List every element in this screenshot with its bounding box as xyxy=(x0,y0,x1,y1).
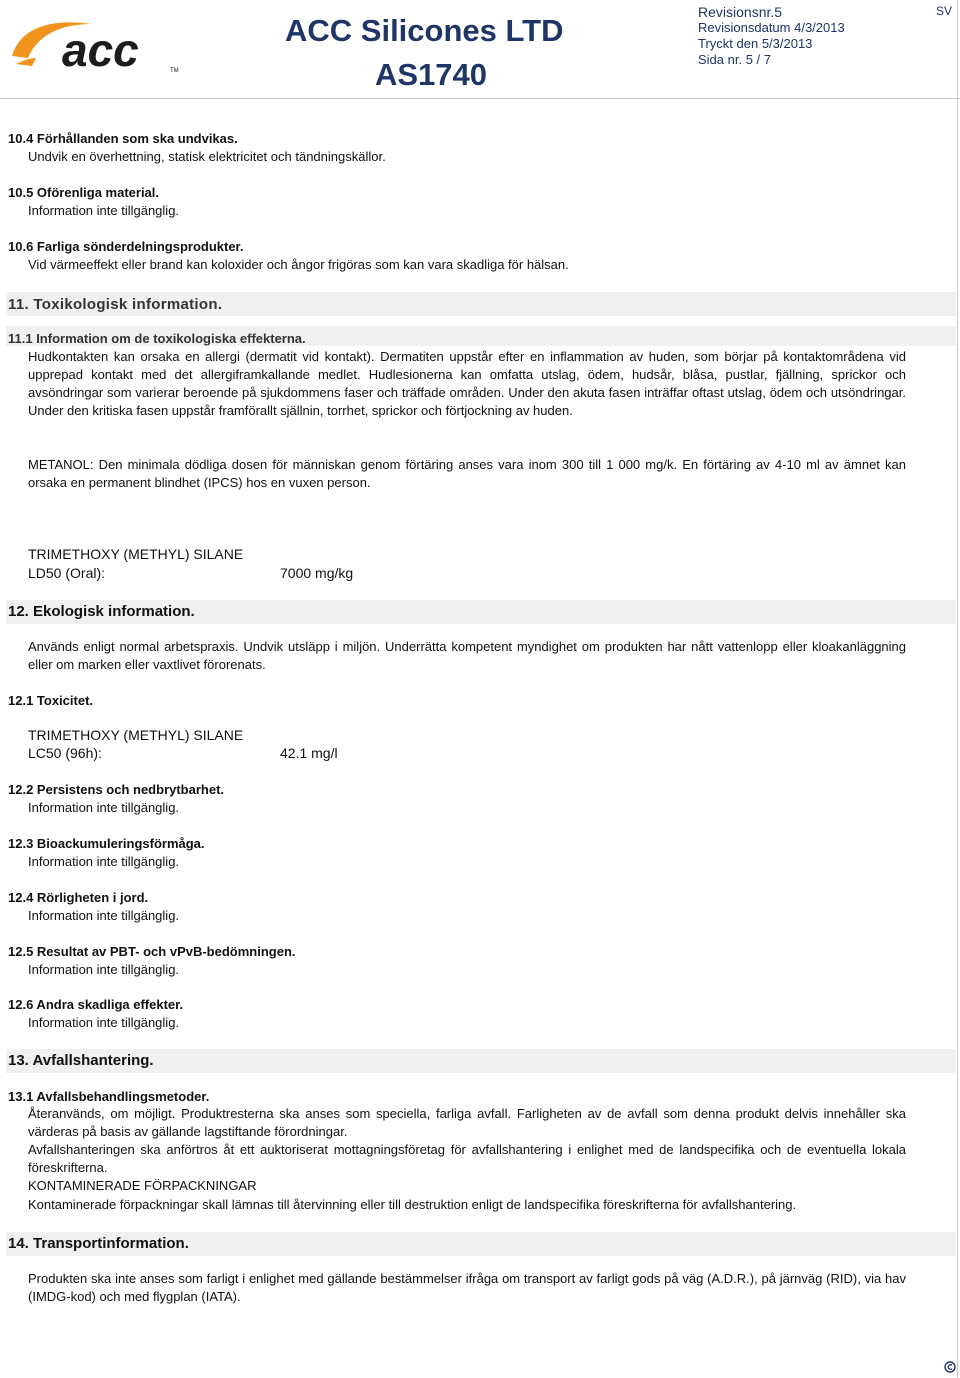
print-date: Tryckt den 5/3/2013 xyxy=(698,36,813,51)
paragraph-13-1a: Återanvänds, om möjligt. Produktresterna ska anses som speciella, farliga avfall. Farligheten av de avfall som denna produkt delvis innehåller ska värderas på basis av gällande lagstiftande förordningar. xyxy=(28,1106,906,1139)
paragraph-13-1d: Kontaminerade förpackningar skall lämnas till återvinning eller till destruktion enligt de landspecifika föreskrifterna för avfallshantering. xyxy=(28,1197,797,1212)
section-title-12: 12. Ekologisk information. xyxy=(8,603,195,620)
heading-11-1: 11.1 Information om de toxikologiska effekterna. xyxy=(8,331,306,346)
heading-12-1: 12.1 Toxicitet. xyxy=(8,693,94,708)
revision-date: Revisionsdatum 4/3/2013 xyxy=(698,20,845,35)
paragraph-11-1: Hudkontakten kan orsaka en allergi (dermatit vid kontakt). Dermatiten uppstår efter en inflammation av huden, som börjar på kontaktområdena vid upprepad kontakt med det allergiframkallande medlet. Hudlesionerna kan omfatta utslag, ödem, hudsår, blåsa, pustlar, fjällning, sprickor och avsöndringar som varierar beroende på sjukdommens faser och träffade områden. Under den akuta fasen inträffar oftast utslag, ödem och utsöndringar. Under den kritiska fasen uppstår framförallt själlnin, torrhet, sprickor och förtjockning av huden. xyxy=(28,349,906,418)
paragraph-12: Används enligt normal arbetspraxis. Undvik utsläpp i miljön. Underrätta kompetent myndighet om produkten har nått vattenlopp eller kloakanläggning eller om marken eller vaxtlivet förorenats. xyxy=(28,639,906,672)
section-title-14: 14. Transportinformation. xyxy=(8,1235,189,1252)
document-header xyxy=(0,0,960,99)
product-code: AS1740 xyxy=(375,57,488,92)
acc-logo-icon xyxy=(10,14,180,74)
text-12-2: Information inte tillgänglig. xyxy=(28,800,180,815)
text-12-4: Information inte tillgänglig. xyxy=(28,908,180,923)
text-12-3: Information inte tillgänglig. xyxy=(28,854,180,869)
text-10-4: Undvik en överhettning, statisk elektricitet och tändningskällor. xyxy=(28,149,386,164)
ld50-value: 7000 mg/kg xyxy=(280,565,354,581)
paragraph-11-methanol: METANOL: Den minimala dödliga dosen för människan genom förtäring anses vara inom 300 till 1 000 mg/k. En förtäring av 4-10 ml av ämnet kan orsaka en permanent blindhet (IPCS) hos en vuxen person. xyxy=(28,457,906,490)
heading-10-5: 10.5 Oförenliga material. xyxy=(8,185,160,200)
language-code: SV xyxy=(936,4,953,18)
svg-text:acc: acc xyxy=(62,24,139,74)
text-12-5: Information inte tillgänglig. xyxy=(28,962,180,977)
heading-12-5: 12.5 Resultat av PBT- och vPvB-bedömningen. xyxy=(8,944,296,959)
text-10-6: Vid värmeeffekt eller brand kan koloxider och ångor frigöras som kan vara skadliga för hälsan. xyxy=(28,257,569,272)
section-title-13: 13. Avfallshantering. xyxy=(8,1052,154,1069)
title-block xyxy=(285,8,615,96)
heading-12-4: 12.4 Rörligheten i jord. xyxy=(8,890,149,905)
heading-12-3: 12.3 Bioackumuleringsförmåga. xyxy=(8,836,205,851)
heading-12-2: 12.2 Persistens och nedbrytbarhet. xyxy=(8,782,225,797)
substance-name-11: TRIMETHOXY (METHYL) SILANE xyxy=(28,546,244,562)
copyright-icon xyxy=(944,1360,956,1372)
paragraph-13-1c: KONTAMINERADE FÖRPACKNINGAR xyxy=(28,1178,257,1193)
lc50-value: 42.1 mg/l xyxy=(280,745,338,761)
section-title-11: 11. Toxikologisk information. xyxy=(8,296,223,313)
company-name: ACC Silicones LTD xyxy=(285,13,564,48)
heading-10-6: 10.6 Farliga sönderdelningsprodukter. xyxy=(8,239,244,254)
revision-info xyxy=(698,4,908,68)
ld50-label: LD50 (Oral): xyxy=(28,565,106,581)
paragraph-14: Produkten ska inte anses som farligt i enlighet med gällande bestämmelser ifråga om transport av farligt gods på väg (A.D.R.), på järnväg (RID), via hav (IMDG-kod) och med flygplan (IATA). xyxy=(28,1271,906,1304)
text-10-5: Information inte tillgänglig. xyxy=(28,203,180,218)
right-border xyxy=(957,0,958,1378)
heading-13-1: 13.1 Avfallsbehandlingsmetoder. xyxy=(8,1089,210,1104)
text-12-6: Information inte tillgänglig. xyxy=(28,1015,180,1030)
acc-logo xyxy=(10,14,180,74)
paragraph-13-1b: Avfallshanteringen ska anförtros åt ett auktoriserat mottagningsföretag för avfallshantering i enlighet med de landspecifika och de eventuella lokala föreskrifterna. xyxy=(28,1142,906,1175)
lc50-label: LC50 (96h): xyxy=(28,745,102,761)
heading-10-4: 10.4 Förhållanden som ska undvikas. xyxy=(8,131,238,146)
svg-text:TM: TM xyxy=(170,68,179,74)
page-number: Sida nr. 5 / 7 xyxy=(698,52,771,67)
revision-number: Revisionsnr.5 xyxy=(698,4,783,20)
heading-12-6: 12.6 Andra skadliga effekter. xyxy=(8,997,184,1012)
substance-name-12: TRIMETHOXY (METHYL) SILANE xyxy=(28,727,244,743)
